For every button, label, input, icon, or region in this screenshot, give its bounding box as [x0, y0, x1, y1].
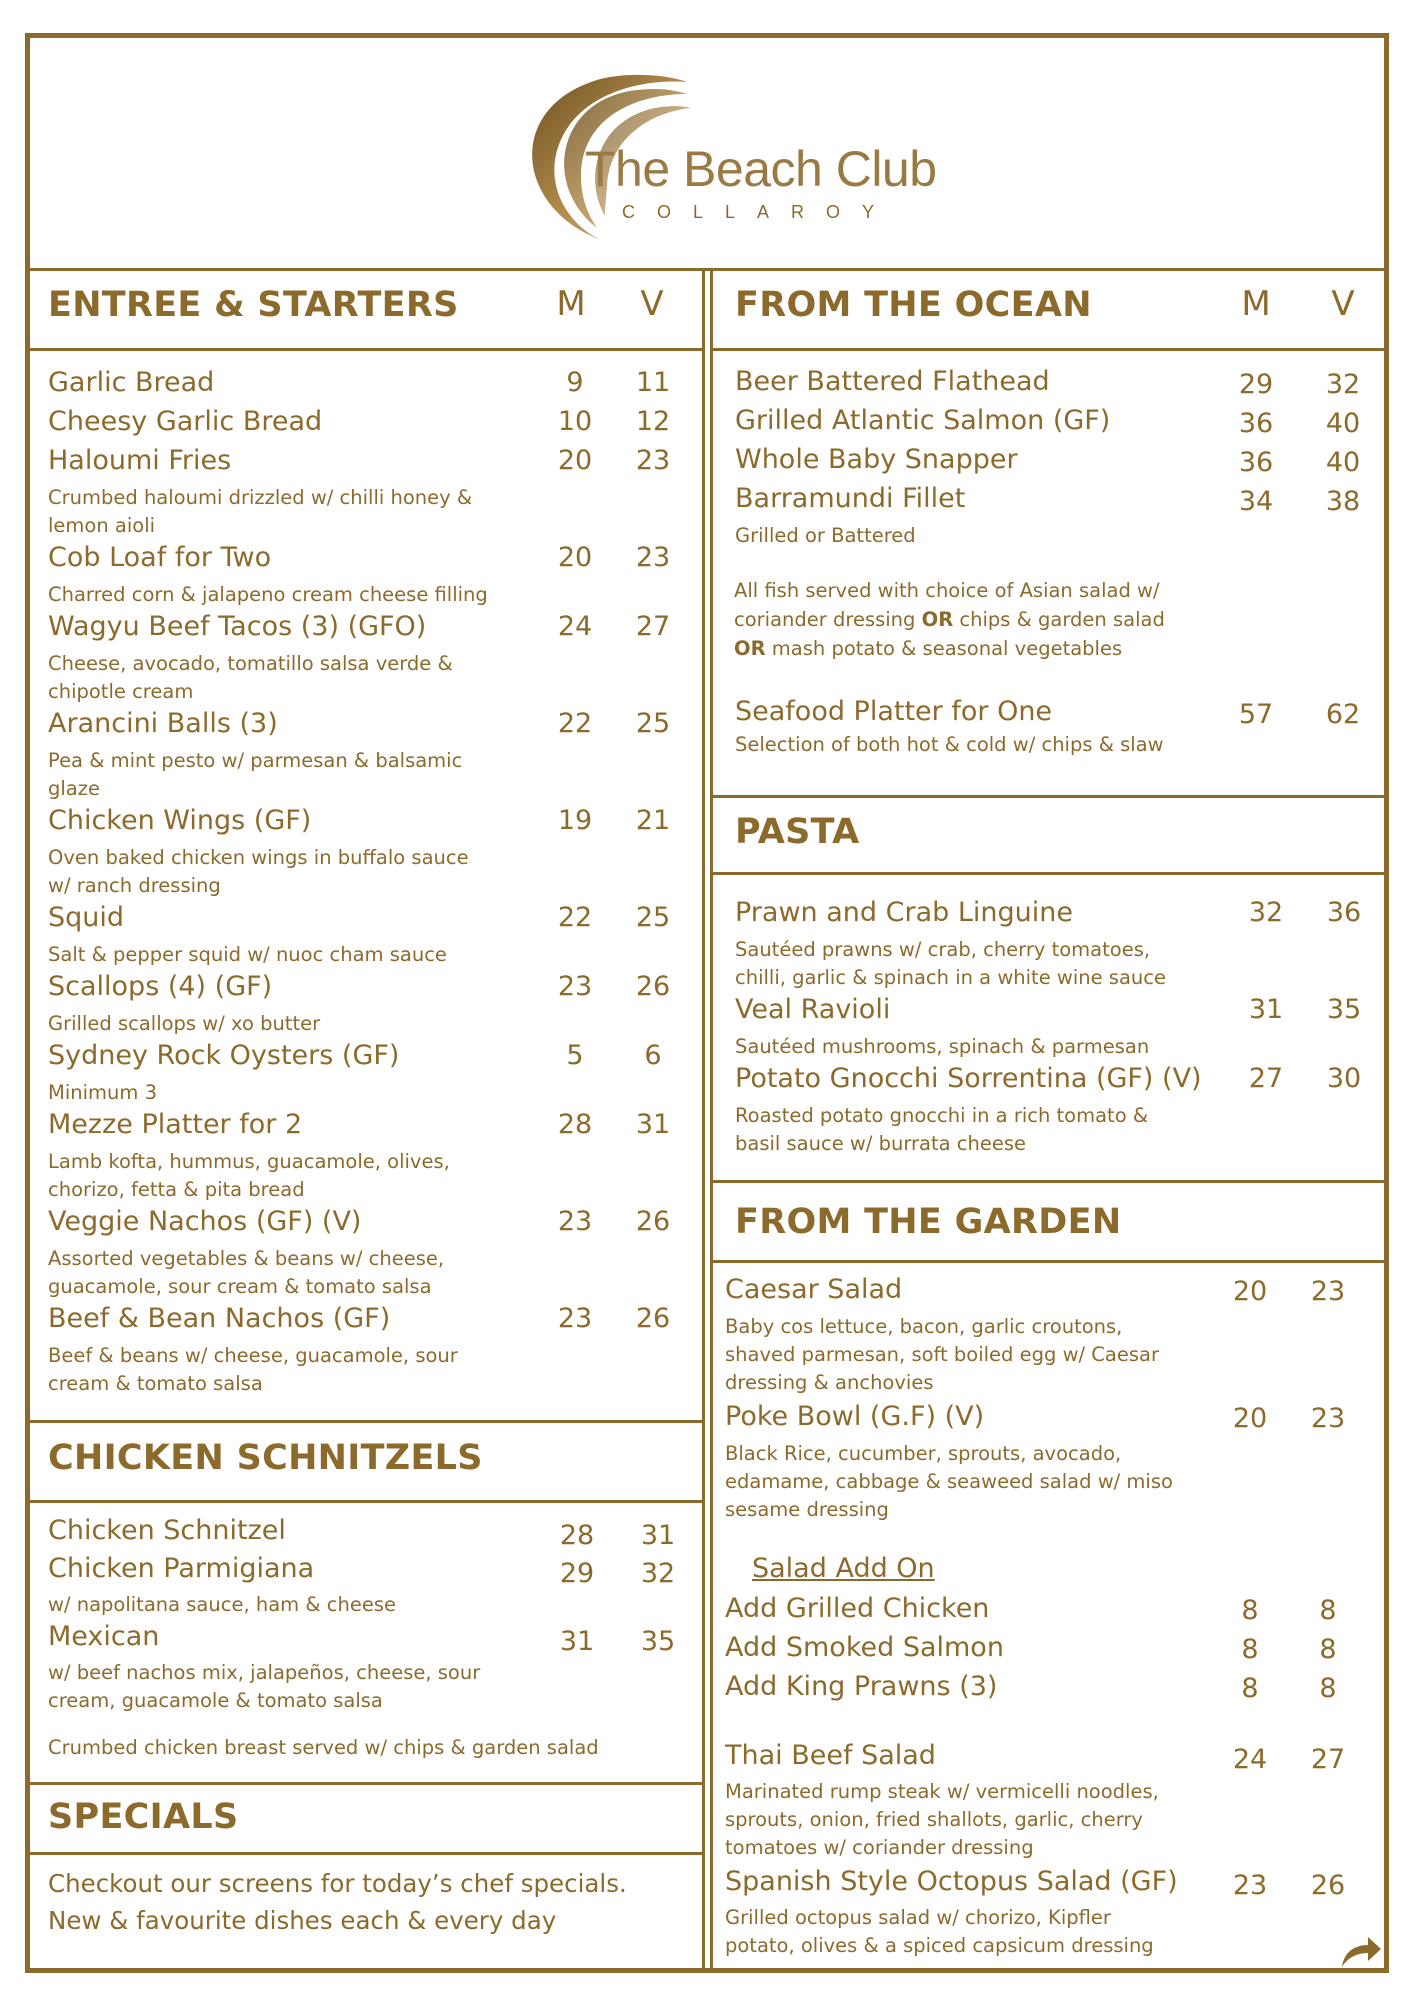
pasta-title-divider [710, 872, 1389, 875]
menu-item-price-v: 26 [1310, 1870, 1346, 1901]
menu-item-price-m: 8 [1241, 1634, 1259, 1665]
menu-item-description: tomatoes w/ coriander dressing [725, 1836, 1034, 1859]
menu-item-description: w/ beef nachos mix, jalapeños, cheese, sour [48, 1661, 481, 1684]
ocean-title: FROM THE OCEAN [735, 285, 1092, 325]
menu-item-price-v: 31 [635, 1109, 671, 1140]
menu-item-price-m: 20 [1232, 1403, 1268, 1434]
menu-item-description: Grilled octopus salad w/ chorizo, Kipfler [725, 1906, 1111, 1929]
menu-item-description: Beef & beans w/ cheese, guacamole, sour [48, 1344, 458, 1367]
menu-item-description: potato, olives & a spiced capsicum dressing [725, 1934, 1154, 1957]
menu-item-price-m: 9 [566, 367, 584, 398]
menu-item-price-m: 22 [557, 708, 593, 739]
menu-item-price-v: 26 [635, 1206, 671, 1237]
entree-col-v: V [640, 284, 664, 324]
menu-item-price-v: 27 [1310, 1744, 1346, 1775]
entree-title: ENTREE & STARTERS [48, 285, 459, 325]
menu-item-price-m: 36 [1238, 408, 1274, 439]
menu-item-price-m: 57 [1238, 699, 1274, 730]
menu-item-price-v: 40 [1325, 447, 1361, 478]
pasta-bottom-divider [710, 1180, 1389, 1183]
menu-item-description: Grilled scallops w/ xo butter [48, 1012, 321, 1035]
menu-item-name: Scallops (4) (GF) [48, 971, 273, 1002]
menu-item-description: Selection of both hot & cold w/ chips & slaw [735, 733, 1164, 756]
ocean-note-text-3: mash potato & seasonal vegetables [765, 637, 1123, 660]
menu-item-price-v: 40 [1325, 408, 1361, 439]
menu-item-price-v: 11 [635, 367, 671, 398]
menu-item-name: Barramundi Fillet [735, 483, 966, 514]
menu-item-price-v: 27 [635, 611, 671, 642]
menu-item-name: Poke Bowl (G.F) (V) [725, 1401, 985, 1432]
menu-item-price-v: 32 [1325, 369, 1361, 400]
menu-item-price-v: 23 [635, 445, 671, 476]
menu-item-name: Chicken Wings (GF) [48, 805, 312, 836]
garden-title-divider [710, 1260, 1389, 1263]
schnitzel-title-divider [25, 1500, 705, 1503]
ocean-note-text-2a: coriander dressing [734, 608, 922, 631]
column-divider-right [710, 268, 713, 1973]
menu-item-price-v: 8 [1319, 1595, 1337, 1626]
menu-item-price-v: 32 [640, 1558, 676, 1589]
menu-item-price-m: 10 [557, 406, 593, 437]
menu-item-price-v: 8 [1319, 1673, 1337, 1704]
menu-item-price-m: 24 [1232, 1744, 1268, 1775]
ocean-note-or-2: OR [734, 637, 766, 660]
ocean-note-line-1: All fish served with choice of Asian salad w/ [734, 579, 1160, 602]
menu-item-price-v: 36 [1326, 897, 1362, 928]
menu-item-name: Grilled Atlantic Salmon (GF) [735, 405, 1111, 436]
menu-item-price-m: 20 [557, 445, 593, 476]
menu-item-name: Caesar Salad [725, 1274, 903, 1305]
menu-item-price-m: 5 [566, 1040, 584, 1071]
menu-item-price-v: 26 [635, 1303, 671, 1334]
menu-item-name: Prawn and Crab Linguine [735, 897, 1073, 928]
menu-item-description: chilli, garlic & spinach in a white wine sauce [735, 966, 1166, 989]
menu-item-description: Lamb kofta, hummus, guacamole, olives, [48, 1150, 450, 1173]
menu-item-name: Mexican [48, 1621, 160, 1652]
menu-item-price-m: 32 [1248, 897, 1284, 928]
entree-bottom-divider [25, 1420, 705, 1423]
menu-item-description: shaved parmesan, soft boiled egg w/ Caesar [725, 1343, 1159, 1366]
specials-line-2: New & favourite dishes each & every day [48, 1906, 557, 1935]
menu-item-name: Veggie Nachos (GF) (V) [48, 1206, 362, 1237]
ocean-bottom-divider [710, 795, 1389, 798]
menu-item-price-m: 20 [557, 542, 593, 573]
schnitzel-title: CHICKEN SCHNITZELS [48, 1438, 483, 1478]
specials-title-divider [25, 1852, 705, 1855]
menu-item-description: chipotle cream [48, 680, 194, 703]
entree-col-m: M [556, 284, 586, 324]
ocean-col-m: M [1241, 284, 1271, 324]
header-divider [25, 268, 1389, 271]
menu-item-description: basil sauce w/ burrata cheese [735, 1132, 1027, 1155]
menu-item-name: Potato Gnocchi Sorrentina (GF) (V) [735, 1063, 1202, 1094]
menu-item-description: dressing & anchovies [725, 1371, 934, 1394]
menu-item-name: Beer Battered Flathead [735, 366, 1050, 397]
menu-item-price-v: 35 [640, 1626, 676, 1657]
menu-item-price-v: 23 [1310, 1403, 1346, 1434]
menu-item-description: w/ ranch dressing [48, 874, 221, 897]
menu-item-price-m: 29 [559, 1558, 595, 1589]
menu-item-name: Chicken Parmigiana [48, 1553, 315, 1584]
ocean-col-v: V [1331, 284, 1355, 324]
menu-item-name: Spanish Style Octopus Salad (GF) [725, 1866, 1178, 1897]
menu-item-name: Arancini Balls (3) [48, 708, 278, 739]
menu-item-price-v: 30 [1326, 1063, 1362, 1094]
ocean-note-line-3 [734, 634, 1165, 663]
menu-item-description: Oven baked chicken wings in buffalo sauce [48, 846, 469, 869]
menu-item-price-m: 28 [559, 1520, 595, 1551]
menu-item-price-m: 23 [1232, 1870, 1268, 1901]
menu-item-price-m: 23 [557, 1206, 593, 1237]
brand-name: The Beach Club [585, 141, 937, 197]
menu-item-description: Sautéed mushrooms, spinach & parmesan [735, 1035, 1150, 1058]
menu-item-price-v: 62 [1325, 699, 1361, 730]
menu-item-description: chorizo, fetta & pita bread [48, 1178, 305, 1201]
ocean-note-line-2 [734, 605, 1165, 634]
menu-item-price-v: 31 [640, 1520, 676, 1551]
menu-item-price-m: 19 [557, 805, 593, 836]
menu-item-name: Add Grilled Chicken [725, 1593, 990, 1624]
menu-item-description: Marinated rump steak w/ vermicelli noodles, [725, 1780, 1159, 1803]
menu-item-description: Assorted vegetables & beans w/ cheese, [48, 1247, 445, 1270]
menu-item-description: Sautéed prawns w/ crab, cherry tomatoes, [735, 938, 1151, 961]
menu-item-name: Cob Loaf for Two [48, 542, 272, 573]
menu-item-description: edamame, cabbage & seaweed salad w/ miso [725, 1470, 1173, 1493]
menu-item-price-m: 8 [1241, 1595, 1259, 1626]
menu-item-description: cream & tomato salsa [48, 1372, 263, 1395]
menu-item-price-v: 23 [635, 542, 671, 573]
menu-item-name: Sydney Rock Oysters (GF) [48, 1040, 400, 1071]
menu-item-price-v: 6 [644, 1040, 662, 1071]
column-divider-left [702, 268, 705, 1973]
menu-item-price-v: 38 [1325, 486, 1361, 517]
menu-item-name: Whole Baby Snapper [735, 444, 1018, 475]
menu-item-description: Charred corn & jalapeno cream cheese filling [48, 583, 488, 606]
menu-item-description: Roasted potato gnocchi in a rich tomato & [735, 1104, 1149, 1127]
menu-item-description: glaze [48, 777, 100, 800]
menu-item-name: Haloumi Fries [48, 445, 232, 476]
menu-item-price-v: 8 [1319, 1634, 1337, 1665]
specials-line-1: Checkout our screens for today’s chef specials. [48, 1869, 627, 1898]
ocean-note-text-2b: chips & garden salad [953, 608, 1165, 631]
menu-item-description: Pea & mint pesto w/ parmesan & balsamic [48, 749, 463, 772]
pasta-title: PASTA [735, 812, 860, 852]
menu-item-price-v: 12 [635, 406, 671, 437]
menu-item-name: Add Smoked Salmon [725, 1632, 1004, 1663]
ocean-title-divider [710, 348, 1389, 351]
menu-item-description: sprouts, onion, fried shallots, garlic, cherry [725, 1808, 1143, 1831]
menu-item-description: guacamole, sour cream & tomato salsa [48, 1275, 432, 1298]
menu-item-name: Mezze Platter for 2 [48, 1109, 303, 1140]
garden-title: FROM THE GARDEN [735, 1202, 1122, 1242]
brand-location: COLLAROY [622, 202, 897, 222]
menu-item-name: Add King Prawns (3) [725, 1671, 998, 1702]
menu-item-description: lemon aioli [48, 514, 156, 537]
menu-item-price-m: 36 [1238, 447, 1274, 478]
menu-item-price-m: 23 [557, 971, 593, 1002]
menu-item-price-m: 29 [1238, 369, 1274, 400]
menu-item-price-m: 24 [557, 611, 593, 642]
menu-item-description: Crumbed haloumi drizzled w/ chilli honey & [48, 486, 473, 509]
menu-item-price-v: 23 [1310, 1276, 1346, 1307]
menu-item-description: Baby cos lettuce, bacon, garlic croutons, [725, 1315, 1123, 1338]
menu-item-name: Chicken Schnitzel [48, 1515, 286, 1546]
menu-item-price-v: 25 [635, 708, 671, 739]
menu-item-name: Wagyu Beef Tacos (3) (GFO) [48, 611, 427, 642]
menu-item-price-v: 25 [635, 902, 671, 933]
ocean-note-or-1: OR [921, 608, 954, 631]
schnitzel-note: Crumbed chicken breast served w/ chips & garden salad [48, 1736, 599, 1759]
menu-item-price-m: 22 [557, 902, 593, 933]
menu-item-description: Grilled or Battered [735, 524, 916, 547]
menu-item-description: Cheese, avocado, tomatillo salsa verde & [48, 652, 453, 675]
menu-item-name: Beef & Bean Nachos (GF) [48, 1303, 391, 1334]
menu-item-price-m: 20 [1232, 1276, 1268, 1307]
turn-page-arrow-icon[interactable] [1340, 1935, 1382, 1969]
salad-addon-title: Salad Add On [752, 1553, 935, 1584]
menu-item-price-v: 26 [635, 971, 671, 1002]
specials-title: SPECIALS [48, 1797, 239, 1837]
menu-item-name: Veal Ravioli [735, 994, 891, 1025]
menu-item-name: Squid [48, 902, 125, 933]
menu-item-price-v: 35 [1326, 994, 1362, 1025]
menu-item-price-m: 31 [559, 1626, 595, 1657]
menu-item-price-m: 31 [1248, 994, 1284, 1025]
menu-item-description: w/ napolitana sauce, ham & cheese [48, 1593, 396, 1616]
menu-item-price-m: 34 [1238, 486, 1274, 517]
menu-item-name: Thai Beef Salad [725, 1740, 936, 1771]
ocean-note [734, 576, 1165, 663]
menu-item-description: Minimum 3 [48, 1081, 157, 1104]
menu-item-name: Cheesy Garlic Bread [48, 406, 323, 437]
entree-title-divider [25, 348, 705, 351]
menu-item-description: sesame dressing [725, 1498, 889, 1521]
menu-item-price-m: 27 [1248, 1063, 1284, 1094]
menu-item-description: cream, guacamole & tomato salsa [48, 1689, 383, 1712]
menu-item-description: Salt & pepper squid w/ nuoc cham sauce [48, 943, 447, 966]
menu-item-price-m: 23 [557, 1303, 593, 1334]
menu-item-name: Seafood Platter for One [735, 696, 1053, 727]
schnitzel-bottom-divider [25, 1782, 705, 1785]
menu-item-name: Garlic Bread [48, 367, 215, 398]
menu-item-price-m: 28 [557, 1109, 593, 1140]
menu-item-price-m: 8 [1241, 1673, 1259, 1704]
menu-item-price-v: 21 [635, 805, 671, 836]
menu-item-description: Black Rice, cucumber, sprouts, avocado, [725, 1442, 1122, 1465]
